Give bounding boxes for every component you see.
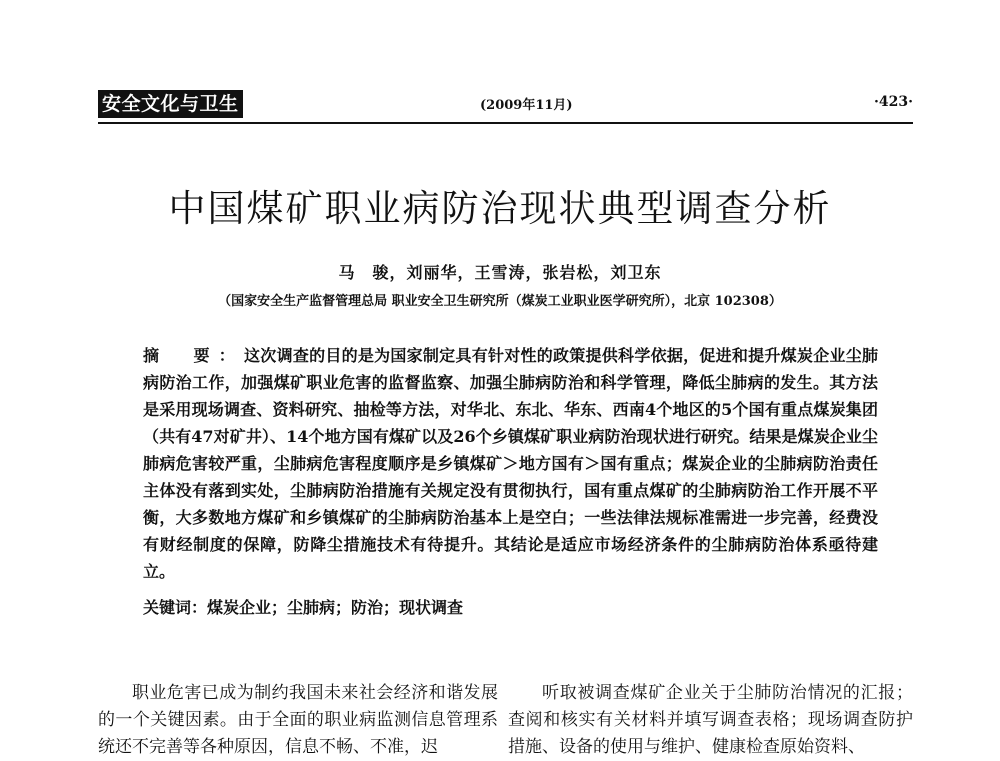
journal-section-tag: 安全文化与卫生 bbox=[98, 90, 243, 118]
body-paragraph: 听取被调查煤矿企业关于尘肺防治情况的汇报；查阅和核实有关材料并填写调查表格；现场调查防护措施、设备的使用与维护、健康检查原始资料、 bbox=[508, 683, 913, 757]
header-rule bbox=[98, 122, 913, 124]
abstract bbox=[143, 342, 878, 585]
page-header bbox=[98, 88, 913, 126]
keywords-label: 关键词： bbox=[143, 598, 208, 617]
body-column-left bbox=[98, 680, 498, 761]
keywords bbox=[143, 596, 878, 620]
body-paragraph: 职业危害已成为制约我国未来社会经济和谐发展的一个关键因素。由于全面的职业病监测信息管理系统还不完善等各种原因，信息不畅、不准，迟 bbox=[98, 683, 498, 757]
issue-date: (2009年11月) bbox=[480, 98, 573, 113]
body-column-right bbox=[508, 680, 913, 761]
author-list: 马 骏，刘丽华，王雪涛，张岩松，刘卫东 bbox=[338, 263, 662, 282]
page-number: ·423· bbox=[874, 94, 913, 110]
abstract-label: 摘 要： bbox=[143, 346, 245, 365]
keywords-text: 煤炭企业；尘肺病；防治；现状调查 bbox=[207, 598, 464, 617]
abstract-text: 这次调查的目的是为国家制定具有针对性的政策提供科学依据，促进和提升煤炭企业尘肺病防治工作，加强煤矿职业危害的监督监察、加强尘肺病防治和科学管理，降低尘肺病的发生。其方法是采用现场调查、资料研究、抽检等方法，对华北、东北、华东、西南4个地区的5个国有重点煤炭集团（共有47对矿井）、14个地方国有煤矿以及26个乡镇煤矿职业病防治现状进行研究。结果是煤炭企业尘肺病危害较严重，尘肺病危害程度顺序是乡镇煤矿＞地方国有＞国有重点；煤炭企业的尘肺病防治责任主体没有落到实处，尘肺病防治措施有关规定没有贯彻执行，国有重点煤矿的尘肺病防治工作开展不平衡，大多数地方煤矿和乡镇煤矿的尘肺病防治基本上是空白；一些法律法规标准需进一步完善，经费没有财经制度的保障，防降尘措施技术有待提升。其结论是适应市场经济条件的尘肺病防治体系亟待建立。 bbox=[143, 346, 878, 581]
article-title: 中国煤矿职业病防治现状典型调查分析 bbox=[168, 187, 832, 230]
author-affiliation: （国家安全生产监督管理总局 职业安全卫生研究所（煤炭工业职业医学研究所），北京 102308） bbox=[218, 294, 782, 309]
